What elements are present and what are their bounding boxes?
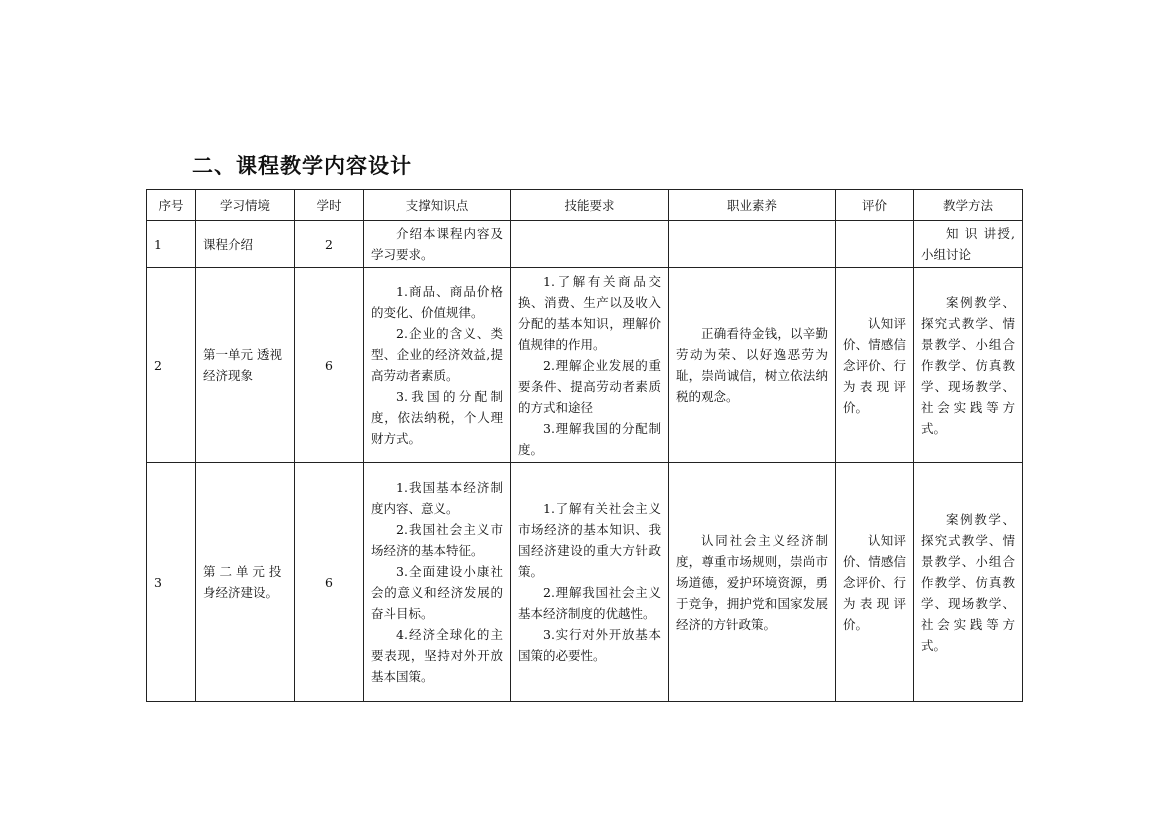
table-row bbox=[147, 268, 1023, 463]
cell-situation: 第一单元 透视经济现象 bbox=[196, 268, 295, 463]
knowledge-item: 2.企业的含义、类型、企业的经济效益,提高劳动者素质。 bbox=[371, 326, 503, 383]
literacy-item: 认同社会主义经济制度，尊重市场规则，崇尚市场道德，爱护环境资源，勇于竞争，拥护党和国家发展经济的方针政策。 bbox=[676, 532, 828, 632]
cell-knowledge bbox=[364, 463, 511, 702]
header-evaluation: 评价 bbox=[836, 190, 914, 221]
header-skills: 技能要求 bbox=[511, 190, 669, 221]
literacy-item: 正确看待金钱，以辛勤劳动为荣、以好逸恶劳为耻，崇尚诚信，树立依法纳税的观念。 bbox=[676, 326, 828, 404]
cell-skills bbox=[511, 463, 669, 702]
header-knowledge: 支撑知识点 bbox=[364, 190, 511, 221]
cell-no: 3 bbox=[147, 463, 196, 702]
header-hours: 学时 bbox=[295, 190, 364, 221]
cell-hours: 2 bbox=[295, 221, 364, 268]
cell-evaluation bbox=[836, 463, 914, 702]
cell-situation: 课程介绍 bbox=[196, 221, 295, 268]
cell-literacy bbox=[669, 268, 836, 463]
cell-methods bbox=[914, 463, 1023, 702]
knowledge-item: 3.我国的分配制度，依法纳税，个人理财方式。 bbox=[371, 389, 503, 446]
cell-skills bbox=[511, 268, 669, 463]
cell-literacy bbox=[669, 221, 836, 268]
cell-hours: 6 bbox=[295, 463, 364, 702]
knowledge-item: 3.全面建设小康社会的意义和经济发展的奋斗目标。 bbox=[371, 564, 503, 621]
header-methods: 教学方法 bbox=[914, 190, 1023, 221]
cell-evaluation bbox=[836, 221, 914, 268]
table-row bbox=[147, 221, 1023, 268]
header-situation: 学习情境 bbox=[196, 190, 295, 221]
cell-situation: 第 二 单 元 投身经济建设。 bbox=[196, 463, 295, 702]
cell-no: 2 bbox=[147, 268, 196, 463]
skills-item: 3.理解我国的分配制度。 bbox=[518, 420, 661, 457]
methods-item: 案例教学、探究式教学、情景教学、小组合作教学、仿真教学、现场教学、社会实践等方式。 bbox=[921, 511, 1015, 653]
evaluation-item: 认知评价、情感信念评价、行为表现评价。 bbox=[843, 315, 906, 415]
cell-knowledge bbox=[364, 221, 511, 268]
cell-evaluation bbox=[836, 268, 914, 463]
methods-item: 案例教学、探究式教学、情景教学、小组合作教学、仿真教学、现场教学、社会实践等方式。 bbox=[921, 294, 1015, 436]
skills-item: 2.理解企业发展的重要条件、提高劳动者素质的方式和途径 bbox=[518, 357, 661, 415]
header-no: 序号 bbox=[147, 190, 196, 221]
skills-item: 1.了解有关商品交换、消费、生产以及收入分配的基本知识，理解价值规律的作用。 bbox=[518, 273, 661, 352]
table-header-row bbox=[147, 190, 1023, 221]
knowledge-item: 1.商品、商品价格的变化、价值规律。 bbox=[371, 284, 503, 320]
cell-literacy bbox=[669, 463, 836, 702]
course-content-table bbox=[146, 189, 1023, 702]
cell-skills bbox=[511, 221, 669, 268]
cell-hours: 6 bbox=[295, 268, 364, 463]
knowledge-item: 1.我国基本经济制度内容、意义。 bbox=[371, 480, 503, 516]
methods-item: 知 识 讲授,小组讨论 bbox=[921, 226, 1015, 262]
cell-methods bbox=[914, 221, 1023, 268]
skills-item: 1.了解有关社会主义市场经济的基本知识、我国经济建设的重大方针政策。 bbox=[518, 501, 661, 579]
skills-item: 3.实行对外开放基本国策的必要性。 bbox=[518, 627, 661, 663]
evaluation-item: 认知评价、情感信念评价、行为表现评价。 bbox=[843, 532, 906, 632]
knowledge-item: 介绍本课程内容及学习要求。 bbox=[371, 226, 503, 262]
cell-no: 1 bbox=[147, 221, 196, 268]
skills-item: 2.理解我国社会主义基本经济制度的优越性。 bbox=[518, 585, 661, 621]
cell-methods bbox=[914, 268, 1023, 463]
table-row bbox=[147, 463, 1023, 702]
cell-knowledge bbox=[364, 268, 511, 463]
knowledge-item: 4.经济全球化的主要表现，坚持对外开放基本国策。 bbox=[371, 627, 503, 684]
header-literacy: 职业素养 bbox=[669, 190, 836, 221]
section-title: 二、课程教学内容设计 bbox=[192, 154, 412, 178]
knowledge-item: 2.我国社会主义市场经济的基本特征。 bbox=[371, 522, 503, 558]
